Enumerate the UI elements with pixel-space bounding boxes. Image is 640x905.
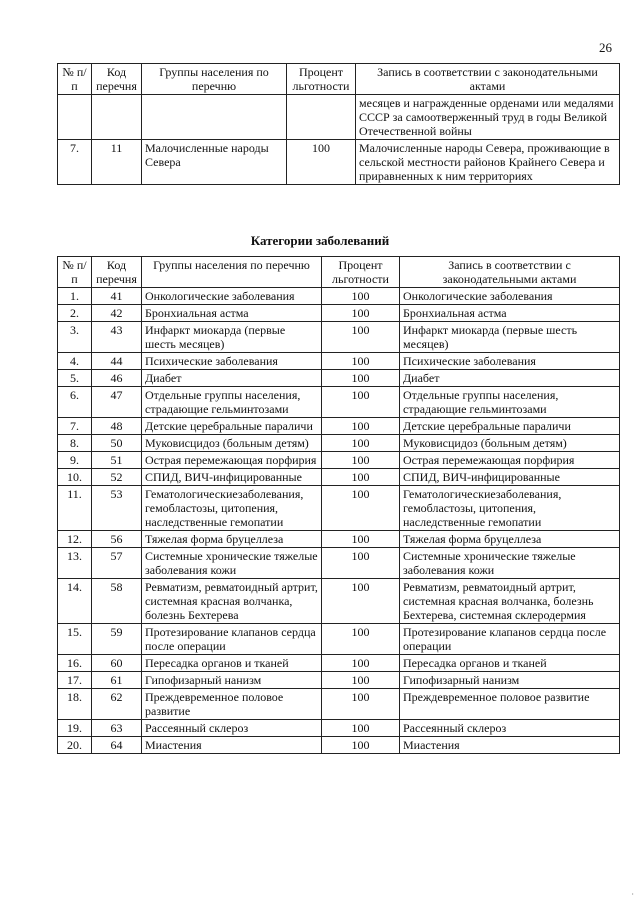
cell-percent: 100 [322,624,400,655]
cell-group: Детские церебральные параличи [142,418,322,435]
cell-group: Острая перемежающая порфирия [142,452,322,469]
cell-code: 44 [92,353,142,370]
cell-group: Диабет [142,370,322,387]
cell-record: СПИД, ВИЧ-инфицированные [400,469,620,486]
cell-number: 14. [58,579,92,624]
cell-group: Рассеянный склероз [142,720,322,737]
cell-group: Системные хронические тяжелые заболевания кожи [142,548,322,579]
cell-group: Преждевременное половое развитие [142,689,322,720]
header-group: Группы населения по перечню [142,257,322,288]
cell-number: 4. [58,353,92,370]
table-row [58,689,620,720]
cell-code: 64 [92,737,142,754]
cell-code: 42 [92,305,142,322]
cell-percent: 100 [322,435,400,452]
cell-percent: 100 [322,655,400,672]
cell-record: Малочисленные народы Севера, проживающие в сельской местности районов Крайнего Севера и приравненных к ним территориях [356,140,620,185]
table-row [58,486,620,531]
cell-number: 6. [58,387,92,418]
cell-code [92,95,142,140]
cell-record: месяцев и награжденные орденами или медалями СССР за самоотверженный труд в годы Великой Отечественной войны [356,95,620,140]
table-row [58,469,620,486]
cell-code: 56 [92,531,142,548]
table-row [58,672,620,689]
cell-group: Миастения [142,737,322,754]
cell-number: 7. [58,140,92,185]
cell-group: Бронхиальная астма [142,305,322,322]
cell-percent: 100 [322,469,400,486]
cell-record: Бронхиальная астма [400,305,620,322]
header-percent: Процент льготности [322,257,400,288]
table-row [58,370,620,387]
table-row [58,140,620,185]
cell-code: 47 [92,387,142,418]
cell-percent: 100 [322,452,400,469]
cell-number: 8. [58,435,92,452]
cell-number: 16. [58,655,92,672]
cell-code: 61 [92,672,142,689]
cell-percent: 100 [322,305,400,322]
cell-number: 1. [58,288,92,305]
cell-record: Протезирование клапанов сердца после операции [400,624,620,655]
cell-number: 9. [58,452,92,469]
cell-percent: 100 [287,140,356,185]
header-percent: Процент льготности [287,64,356,95]
cell-record: Гипофизарный нанизм [400,672,620,689]
cell-code: 11 [92,140,142,185]
cell-percent: 100 [322,387,400,418]
cell-record: Острая перемежающая порфирия [400,452,620,469]
cell-code: 53 [92,486,142,531]
header-code: Код перечня [92,257,142,288]
page-number: 26 [599,40,612,55]
table-header-row [58,64,620,95]
cell-number: 19. [58,720,92,737]
cell-code: 59 [92,624,142,655]
cell-group: Гематологическиезаболевания, гемобластозы, цитопения, наследственные гемопатии [142,486,322,531]
cell-percent: 100 [322,322,400,353]
table-row [58,95,620,140]
cell-record: Гематологическиезаболевания, гемобластозы, цитопения, наследственные гемопатии [400,486,620,531]
cell-record: Преждевременное половое развитие [400,689,620,720]
cell-group: Гипофизарный нанизм [142,672,322,689]
table-row [58,387,620,418]
cell-code: 51 [92,452,142,469]
table-row [58,531,620,548]
cell-percent [287,95,356,140]
cell-group: СПИД, ВИЧ-инфицированные [142,469,322,486]
cell-code: 43 [92,322,142,353]
section-heading: Категории заболеваний [250,233,390,248]
cell-record: Диабет [400,370,620,387]
cell-percent: 100 [322,579,400,624]
cell-group: Пересадка органов и тканей [142,655,322,672]
corner-mark: · [631,890,634,899]
table-row [58,737,620,754]
cell-percent: 100 [322,737,400,754]
cell-number: 15. [58,624,92,655]
cell-percent: 100 [322,486,400,531]
cell-code: 46 [92,370,142,387]
cell-percent: 100 [322,288,400,305]
cell-group: Психические заболевания [142,353,322,370]
cell-code: 41 [92,288,142,305]
cell-number: 7. [58,418,92,435]
header-record: Запись в соответствии с законодательными актами [400,257,620,288]
cell-group: Тяжелая форма бруцеллеза [142,531,322,548]
table-row [58,579,620,624]
table-row [58,720,620,737]
cell-record: Муковисцидоз (больным детям) [400,435,620,452]
cell-group: Инфаркт миокарда (первые шесть месяцев) [142,322,322,353]
cell-record: Миастения [400,737,620,754]
cell-code: 48 [92,418,142,435]
cell-number: 5. [58,370,92,387]
header-code: Код перечня [92,64,142,95]
cell-percent: 100 [322,531,400,548]
cell-percent: 100 [322,418,400,435]
cell-code: 50 [92,435,142,452]
benefit-table-continued [57,63,620,185]
cell-percent: 100 [322,672,400,689]
cell-number: 10. [58,469,92,486]
cell-code: 57 [92,548,142,579]
cell-group: Муковисцидоз (больным детям) [142,435,322,452]
table-row [58,452,620,469]
cell-percent: 100 [322,720,400,737]
table-row [58,624,620,655]
cell-record: Психические заболевания [400,353,620,370]
cell-code: 62 [92,689,142,720]
cell-record: Пересадка органов и тканей [400,655,620,672]
cell-number: 17. [58,672,92,689]
cell-number: 2. [58,305,92,322]
cell-group: Отдельные группы населения, страдающие гельминтозами [142,387,322,418]
header-number: № п/п [58,64,92,95]
table-row [58,305,620,322]
cell-percent: 100 [322,353,400,370]
cell-group: Малочисленные народы Севера [142,140,287,185]
cell-record: Тяжелая форма бруцеллеза [400,531,620,548]
cell-percent: 100 [322,548,400,579]
disease-categories-table [57,256,620,754]
cell-number: 13. [58,548,92,579]
cell-group: Онкологические заболевания [142,288,322,305]
cell-group: Протезирование клапанов сердца после операции [142,624,322,655]
cell-percent: 100 [322,370,400,387]
cell-percent: 100 [322,689,400,720]
cell-record: Детские церебральные параличи [400,418,620,435]
table-header-row [58,257,620,288]
table-row [58,288,620,305]
cell-record: Инфаркт миокарда (первые шесть месяцев) [400,322,620,353]
cell-record: Онкологические заболевания [400,288,620,305]
cell-record: Рассеянный склероз [400,720,620,737]
table-row [58,353,620,370]
cell-number: 18. [58,689,92,720]
cell-number: 3. [58,322,92,353]
table-row [58,548,620,579]
table-row [58,435,620,452]
table-row [58,322,620,353]
cell-group: Ревматизм, ревматоидный артрит, системная красная волчанка, болезнь Бехтерева [142,579,322,624]
cell-group [142,95,287,140]
cell-record: Отдельные группы населения, страдающие гельминтозами [400,387,620,418]
header-record: Запись в соответствии с законодательными актами [356,64,620,95]
cell-record: Системные хронические тяжелые заболевания кожи [400,548,620,579]
cell-number [58,95,92,140]
cell-code: 58 [92,579,142,624]
table-row [58,418,620,435]
cell-number: 20. [58,737,92,754]
header-number: № п/п [58,257,92,288]
cell-code: 63 [92,720,142,737]
cell-code: 52 [92,469,142,486]
table-row [58,655,620,672]
cell-number: 12. [58,531,92,548]
header-group: Группы населения по перечню [142,64,287,95]
cell-code: 60 [92,655,142,672]
cell-record: Ревматизм, ревматоидный артрит, системная красная волчанка, болезнь Бехтерева, системная склеродермия [400,579,620,624]
cell-number: 11. [58,486,92,531]
